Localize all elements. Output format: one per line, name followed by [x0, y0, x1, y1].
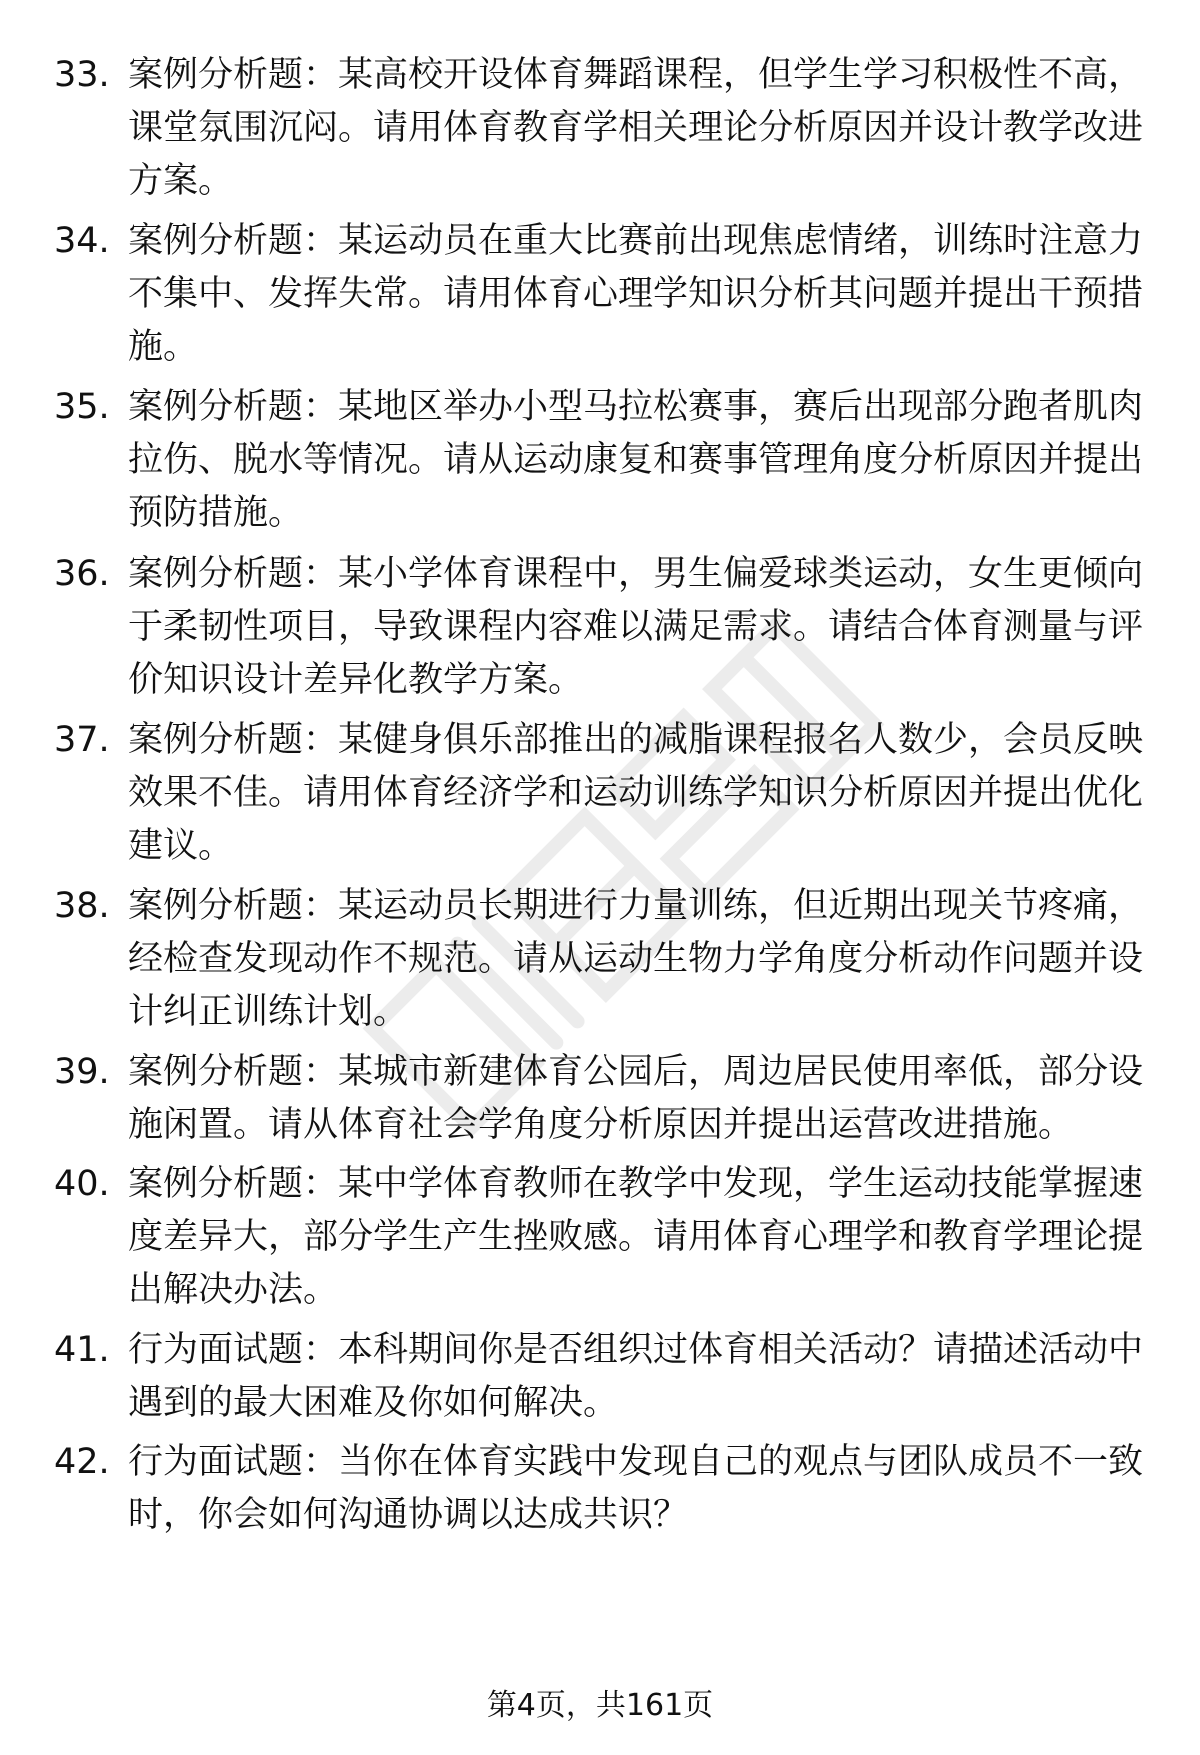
question-text: 案例分析题：某小学体育课程中，男生偏爱球类运动，女生更倾向于柔韧性项目，导致课程内容难以满足需求。请结合体育测量与评价知识设计差异化教学方案。 — [128, 554, 1144, 700]
question-text: 案例分析题：某地区举办小型马拉松赛事，赛后出现部分跑者肌肉拉伤、脱水等情况。请从运动康复和赛事管理角度分析原因并提出预防措施。 — [128, 387, 1144, 533]
question-number: 42. — [54, 1442, 110, 1482]
question-text: 案例分析题：某运动员在重大比赛前出现焦虑情绪，训练时注意力不集中、发挥失常。请用体育心理学知识分析其问题并提出干预措施。 — [128, 221, 1144, 367]
question-number: 40. — [54, 1164, 110, 1204]
question-number: 35. — [54, 387, 110, 427]
question-text: 行为面试题：当你在体育实践中发现自己的观点与团队成员不一致时，你会如何沟通协调以达成共识？ — [128, 1442, 1144, 1535]
page-footer: 第4页，共161页 — [486, 1688, 714, 1723]
question-number: 34. — [54, 221, 110, 261]
question-text: 案例分析题：某运动员长期进行力量训练，但近期出现关节疼痛，经检查发现动作不规范。请从运动生物力学角度分析动作问题并设计纠正训练计划。 — [128, 886, 1144, 1032]
question-number: 39. — [54, 1052, 110, 1092]
question-number: 38. — [54, 886, 110, 926]
question-text: 案例分析题：某城市新建体育公园后，周边居民使用率低，部分设施闲置。请从体育社会学角度分析原因并提出运营改进措施。 — [128, 1052, 1144, 1145]
question-number: 41. — [54, 1330, 110, 1370]
question-text: 案例分析题：某高校开设体育舞蹈课程，但学生学习积极性不高，课堂氛围沉闷。请用体育教育学相关理论分析原因并设计教学改进方案。 — [128, 55, 1144, 201]
question-text: 行为面试题：本科期间你是否组织过体育相关活动？请描述活动中遇到的最大困难及你如何解决。 — [128, 1330, 1144, 1423]
question-number: 33. — [54, 55, 110, 95]
question-number: 37. — [54, 720, 110, 760]
question-number: 36. — [54, 554, 110, 594]
question-text: 案例分析题：某中学体育教师在教学中发现，学生运动技能掌握速度差异大，部分学生产生挫败感。请用体育心理学和教育学理论提出解决办法。 — [128, 1164, 1144, 1310]
question-text: 案例分析题：某健身俱乐部推出的减脂课程报名人数少，会员反映效果不佳。请用体育经济学和运动训练学知识分析原因并提出优化建议。 — [128, 720, 1144, 866]
